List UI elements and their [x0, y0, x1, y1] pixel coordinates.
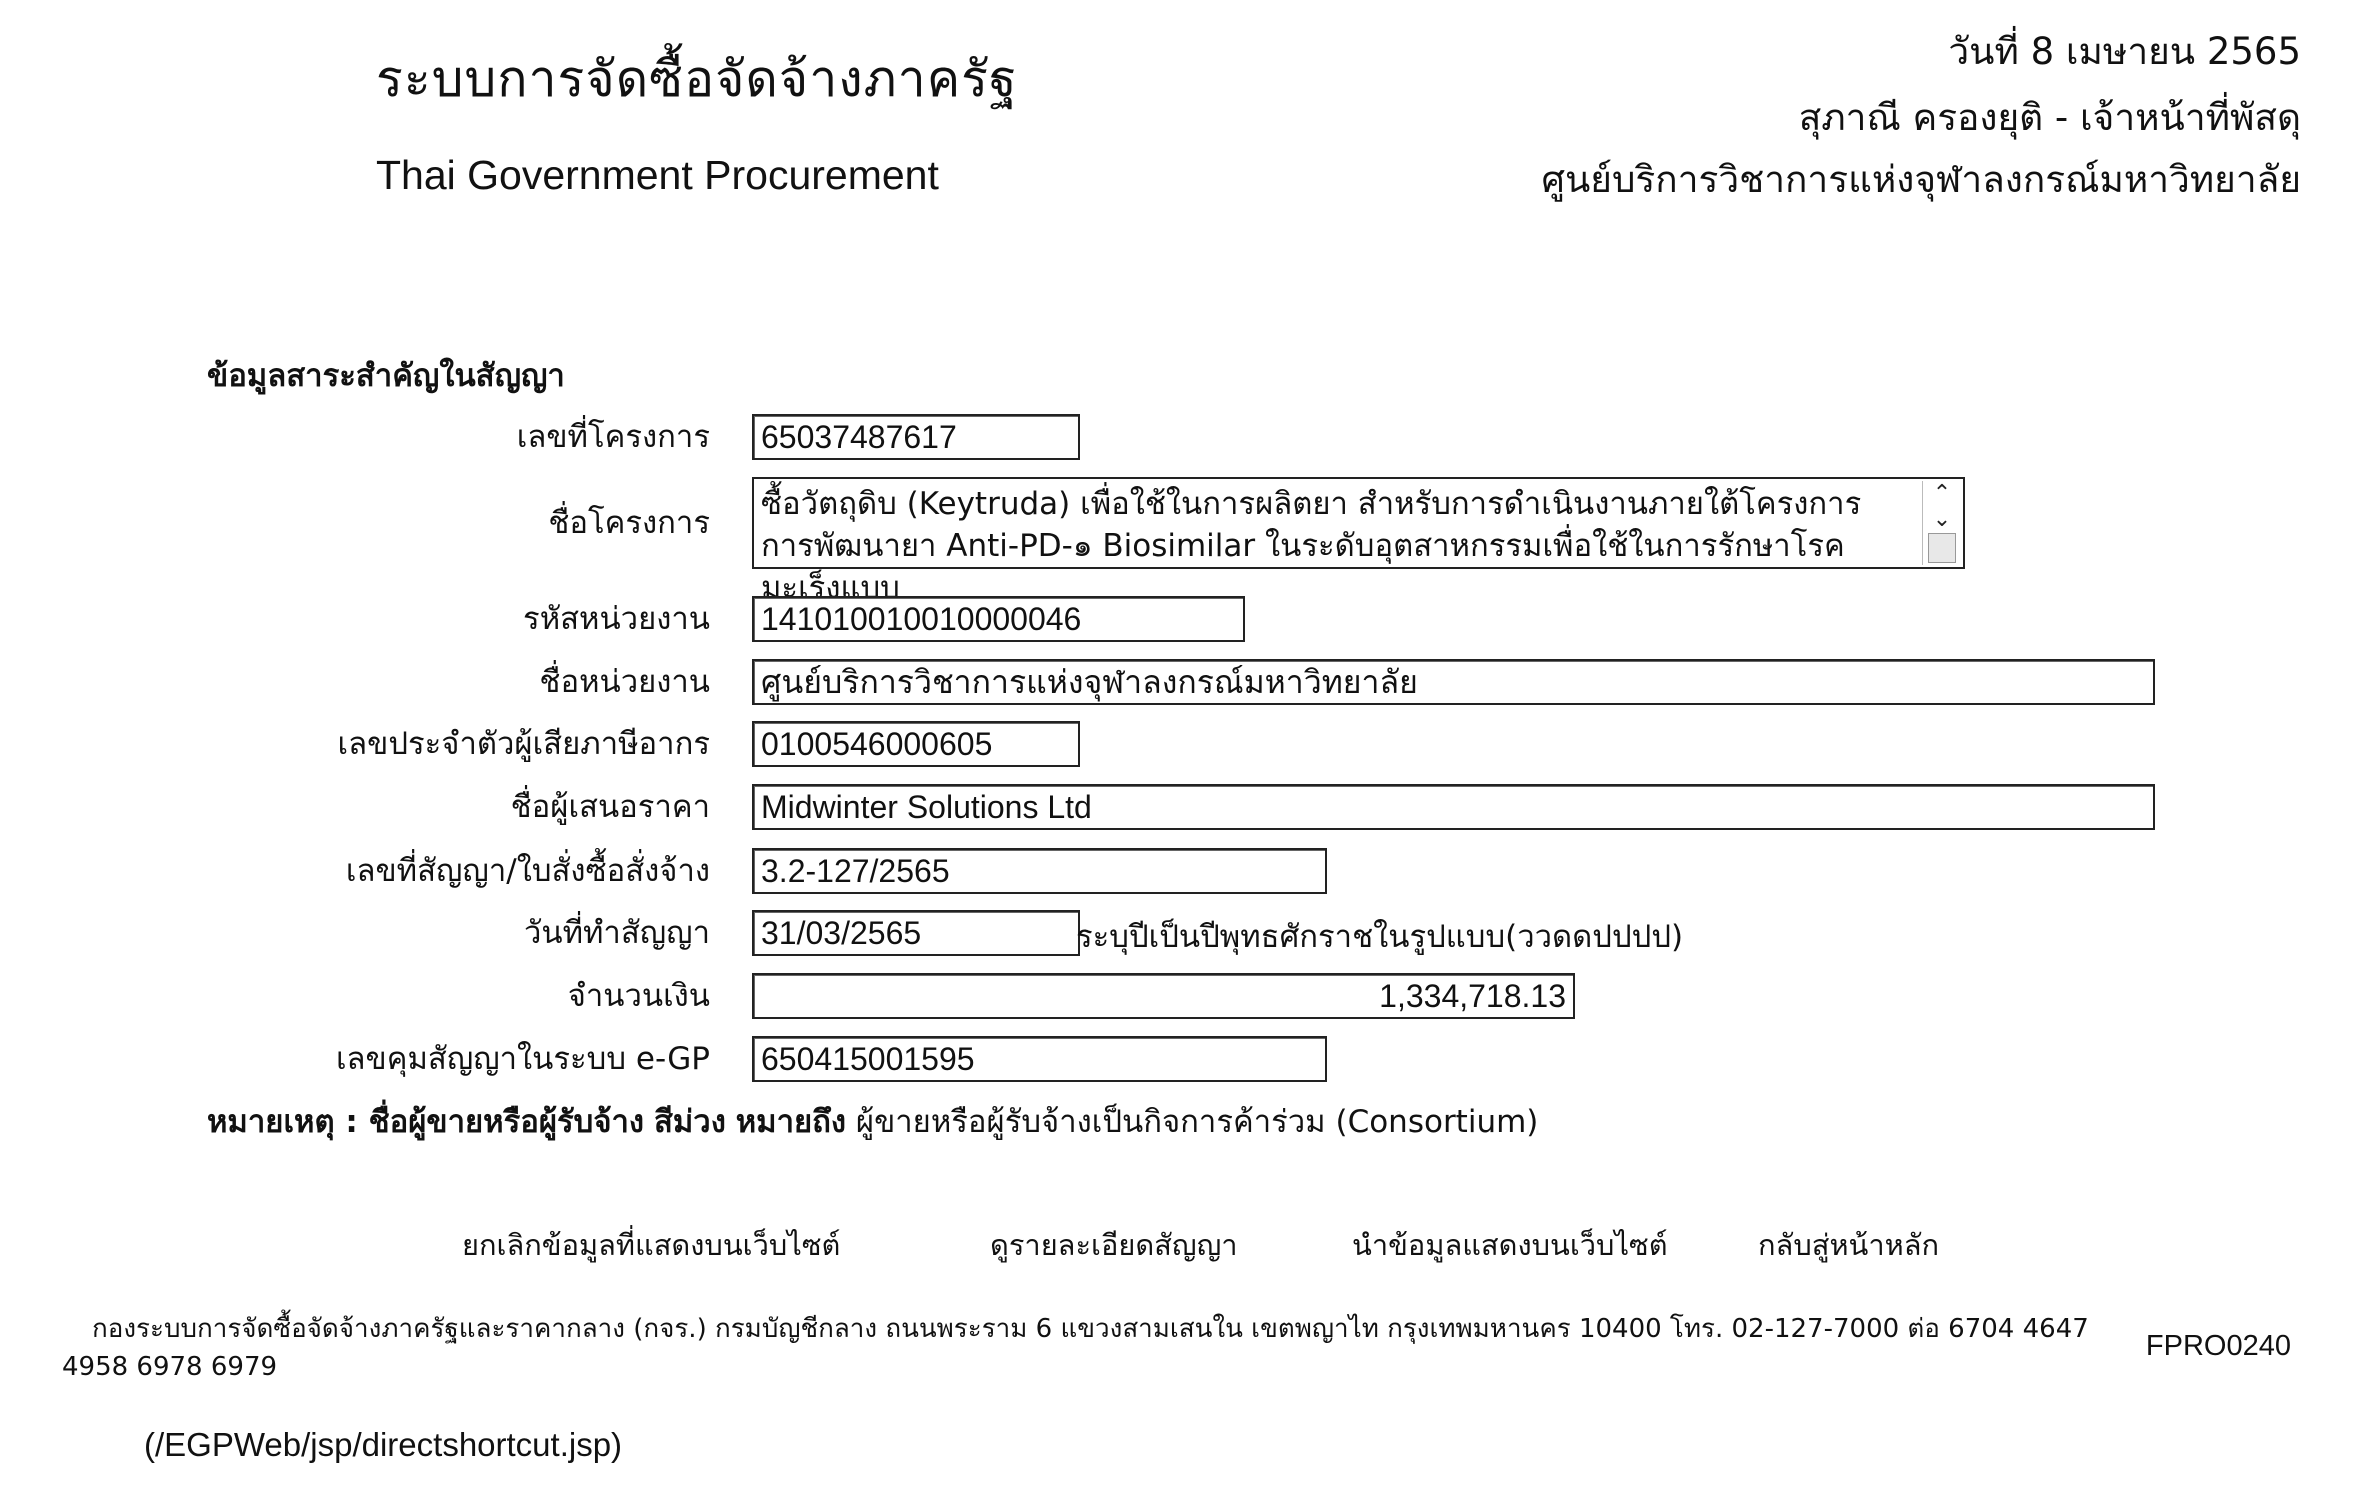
system-title-english: Thai Government Procurement: [376, 152, 939, 198]
tax-id-field[interactable]: 0100546000605: [752, 721, 1080, 767]
contract-date-hint: ระบุปีเป็นปีพุทธศักราชในรูปแบบ(ววดดปปปป): [1076, 919, 1684, 955]
scrollbar-grip-icon[interactable]: [1928, 533, 1956, 563]
amount-label: จำนวนเงิน: [567, 978, 710, 1014]
user-organization: ศูนย์บริการวิชาการแห่งจุฬาลงกรณ์มหาวิทยาลัย: [1541, 158, 2301, 201]
contract-no-label: เลขที่สัญญา/ใบสั่งซื้อสั่งจ้าง: [345, 853, 710, 889]
footer-address: กองระบบการจัดซื้อจัดจ้างภาครัฐและราคากลาง (กจร.) กรมบัญชีกลาง ถนนพระราม 6 แขวงสามเสนใน เขตพญาไท กรุงเทพมหานคร 10400 โทร. 02-127-7000 ต่อ 6704 4647 4958 6978 6979: [62, 1314, 2089, 1382]
project-no-field[interactable]: 65037487617: [752, 414, 1080, 460]
note-prefix: หมายเหตุ : ชื่อผู้ขายหรือผู้รับจ้าง: [207, 1104, 645, 1140]
agency-name-label: ชื่อหน่วยงาน: [539, 664, 710, 700]
note-highlight: สีม่วง: [653, 1104, 726, 1140]
note-middle: หมายถึง: [735, 1104, 847, 1140]
contract-date-field[interactable]: 31/03/2565: [752, 910, 1080, 956]
agency-name-field[interactable]: ศูนย์บริการวิชาการแห่งจุฬาลงกรณ์มหาวิทยาลัย: [752, 659, 2155, 705]
project-name-textarea[interactable]: [752, 477, 1965, 606]
project-name-text: ซื้อวัตถุดิบ (Keytruda) เพื่อใช้ในการผลิตยา สำหรับการดำเนินงานภายใต้โครงการ การพัฒนายา Anti-PD-๑ Biosimilar ในระดับอุตสาหกรรมเพื่อใช้ในการรักษาโรคมะเร็งแบบ: [761, 486, 1862, 606]
publish-to-website-link[interactable]: นำข้อมูลแสดงบนเว็บไซต์: [1352, 1228, 1668, 1262]
bidder-name-label: ชื่อผู้เสนอราคา: [510, 789, 710, 825]
agency-code-field[interactable]: 141010010010000046: [752, 596, 1245, 642]
project-no-label: เลขที่โครงการ: [516, 419, 710, 455]
project-name-label: ชื่อโครงการ: [548, 505, 710, 541]
back-to-home-link[interactable]: กลับสู่หน้าหลัก: [1758, 1228, 1940, 1262]
view-contract-detail-link[interactable]: ดูรายละเอียดสัญญา: [990, 1228, 1238, 1262]
agency-code-label: รหัสหน่วยงาน: [523, 601, 710, 637]
current-date: วันที่ 8 เมษายน 2565: [1948, 30, 2301, 73]
contract-date-label: วันที่ทำสัญญา: [523, 915, 710, 951]
project-name-scrollbar[interactable]: [1922, 481, 1961, 565]
user-name: สุภาณี ครองยุติ - เจ้าหน้าที่พัสดุ: [1798, 96, 2301, 139]
page-code: FPRO0240: [2145, 1330, 2291, 1362]
egp-control-no-label: เลขคุมสัญญาในระบบ e-GP: [335, 1041, 710, 1077]
amount-field[interactable]: 1,334,718.13: [752, 973, 1575, 1019]
contract-no-field[interactable]: 3.2-127/2565: [752, 848, 1327, 894]
bidder-name-field[interactable]: Midwinter Solutions Ltd: [752, 784, 2155, 830]
egp-control-no-field[interactable]: 650415001595: [752, 1036, 1327, 1082]
cancel-publish-link[interactable]: ยกเลิกข้อมูลที่แสดงบนเว็บไซต์: [462, 1228, 841, 1262]
system-title-thai: ระบบการจัดซื้อจัดจ้างภาครัฐ: [376, 50, 1018, 108]
tax-id-label: เลขประจำตัวผู้เสียภาษีอากร: [337, 726, 710, 762]
section-title: ข้อมูลสาระสำคัญในสัญญา: [207, 358, 565, 394]
scroll-up-arrow-icon[interactable]: ⌃ ⌄: [1932, 481, 1952, 532]
consortium-note: [207, 1096, 1538, 1146]
note-suffix: ผู้ขายหรือผู้รับจ้างเป็นกิจการค้าร่วม (Consortium): [855, 1104, 1539, 1140]
page-path: (/EGPWeb/jsp/directshortcut.jsp): [144, 1426, 623, 1463]
